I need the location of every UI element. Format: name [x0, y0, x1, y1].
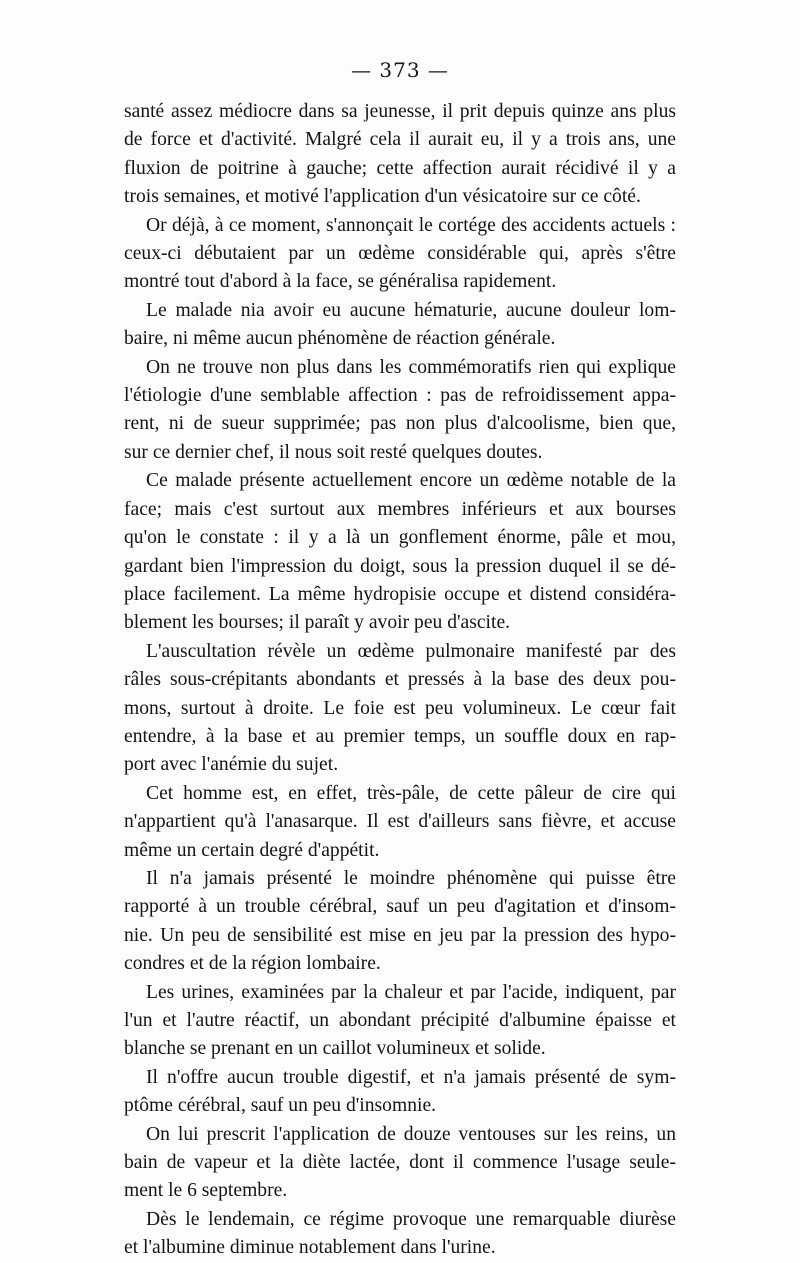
body-text — [124, 98, 676, 1263]
text-line: ment le 6 septembre. — [124, 1180, 288, 1202]
text-line: blanche se prenant en un caillot volumineux et solide. — [124, 1038, 546, 1060]
paragraph — [124, 1121, 676, 1206]
text-line: port avec l'anémie du sujet. — [124, 754, 339, 776]
page-number: — 373 — — [351, 58, 449, 82]
text-line: trois semaines, et motivé l'application d'un vésicatoire sur ce côté. — [124, 186, 641, 208]
text-line: râles sous-crépitants abondants et pressés à la base des deux pou- — [124, 669, 676, 691]
text-line: On ne trouve non plus dans les commémoratifs rien qui explique — [146, 356, 676, 378]
text-line: gardant bien l'impression du doigt, sous la pression duquel il se dé- — [124, 555, 676, 577]
text-line: bain de vapeur et la diète lactée, dont il commence l'usage seule- — [124, 1152, 676, 1174]
paragraph — [124, 297, 676, 354]
text-line: sur ce dernier chef, il nous soit resté quelques doutes. — [124, 441, 543, 463]
paragraph — [124, 638, 676, 780]
text-line: l'étiologie d'une semblable affection : pas de refroidissement appa- — [124, 385, 676, 407]
paragraph — [124, 98, 676, 212]
text-line: Il n'offre aucun trouble digestif, et n'a jamais présenté de sym- — [146, 1066, 676, 1088]
paragraph — [124, 1064, 676, 1121]
text-line: nie. Un peu de sensibilité est mise en jeu par la pression des hypo- — [124, 924, 676, 946]
text-line: Les urines, examinées par la chaleur et par l'acide, indiquent, par — [146, 981, 676, 1003]
text-line: condres et de la région lombaire. — [124, 953, 381, 975]
text-line: montré tout d'abord à la face, se généralisa rapidement. — [124, 271, 557, 293]
text-line: Dès le lendemain, ce régime provoque une remarquable diurèse — [146, 1208, 676, 1230]
text-line: n'appartient qu'à l'anasarque. Il est d'ailleurs sans fièvre, et accuse — [124, 811, 676, 833]
text-line: Ce malade présente actuellement encore un œdème notable de la — [146, 470, 676, 492]
paragraph — [124, 1206, 676, 1263]
text-line: de force et d'activité. Malgré cela il aurait eu, il y a trois ans, une — [124, 129, 676, 151]
text-line: qu'on le constate : il y a là un gonflement énorme, pâle et mou, — [124, 527, 676, 549]
text-line: rapporté à un trouble cérébral, sauf un peu d'agitation et d'insom- — [124, 896, 676, 918]
text-line: fluxion de poitrine à gauche; cette affection aurait récidivé il y a — [124, 157, 676, 179]
text-line: mons, surtout à droite. Le foie est peu volumineux. Le cœur fait — [124, 697, 676, 719]
paragraph — [124, 865, 676, 979]
text-line: entendre, à la base et au premier temps, un souffle doux en rap- — [124, 725, 676, 747]
paragraph — [124, 354, 676, 468]
text-line: place facilement. La même hydropisie occupe et distend considéra- — [124, 583, 676, 605]
text-line: Cet homme est, en effet, très-pâle, de cette pâleur de cire qui — [146, 782, 676, 804]
text-line: L'auscultation révèle un œdème pulmonaire manifesté par des — [146, 640, 676, 662]
text-line: et l'albumine diminue notablement dans l'urine. — [124, 1237, 496, 1259]
text-line: blement les bourses; il paraît y avoir peu d'ascite. — [124, 612, 511, 634]
text-line: ptôme cérébral, sauf un peu d'insomnie. — [124, 1095, 437, 1117]
paragraph — [124, 467, 676, 637]
paragraph — [124, 212, 676, 297]
text-line: santé assez médiocre dans sa jeunesse, il prit depuis quinze ans plus — [124, 101, 676, 122]
text-line: baire, ni même aucun phénomène de réaction générale. — [124, 328, 556, 350]
text-line: rent, ni de sueur supprimée; pas non plus d'alcoolisme, bien que, — [124, 413, 676, 435]
paragraph — [124, 979, 676, 1064]
text-line: Or déjà, à ce moment, s'annonçait le cortége des accidents actuels : — [146, 214, 676, 236]
text-line: l'un et l'autre réactif, un abondant précipité d'albumine épaisse et — [124, 1010, 676, 1031]
text-line: Il n'a jamais présenté le moindre phénomène qui puisse être — [146, 867, 676, 889]
text-line: ceux-ci débutaient par un œdème considérable qui, après s'être — [124, 243, 676, 265]
text-line: même un certain degré d'appétit. — [124, 839, 380, 861]
paragraph — [124, 780, 676, 865]
text-line: face; mais c'est surtout aux membres inférieurs et aux bourses — [124, 498, 676, 520]
text-line: On lui prescrit l'application de douze ventouses sur les reins, un — [146, 1123, 676, 1145]
text-line: Le malade nia avoir eu aucune hématurie, aucune douleur lom- — [146, 299, 676, 321]
